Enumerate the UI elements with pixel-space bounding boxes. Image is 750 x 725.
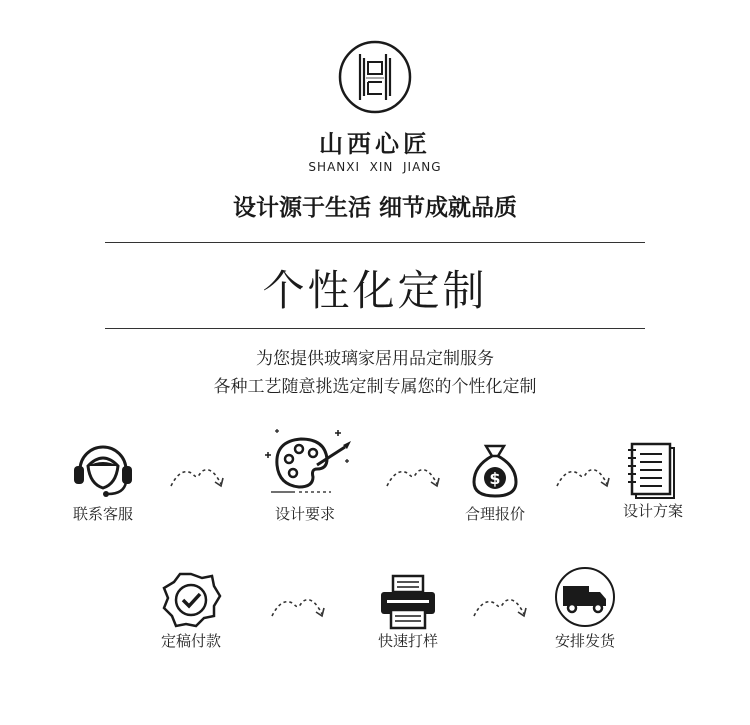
divider-top (105, 242, 645, 243)
brand-logo (338, 40, 412, 114)
printer-icon (373, 570, 443, 632)
brand-name-cn: 山西心匠 (319, 129, 431, 158)
step-label-shipping: 安排发货 (554, 632, 615, 650)
flow-arrow-icon (268, 592, 328, 622)
step-label-contact: 联系客服 (72, 505, 133, 523)
page-heading: 个性化定制 (262, 266, 488, 315)
flow-arrow-icon (383, 462, 443, 492)
flow-arrow-icon (553, 462, 613, 492)
brand-name-en: SHANXI XIN JIANG (308, 160, 442, 174)
description-line-2: 各种工艺随意挑选定制专属您的个性化定制 (213, 377, 537, 397)
flow-arrow-icon (470, 592, 530, 622)
flow-arrow-icon (167, 462, 227, 492)
svg-text:$: $ (489, 469, 501, 488)
step-label-payment: 定稿付款 (160, 632, 221, 650)
money-bag-icon (460, 440, 530, 502)
notebook-icon (618, 438, 688, 500)
step-label-design-request: 设计要求 (274, 505, 335, 523)
step-label-quote: 合理报价 (464, 505, 525, 523)
slogan: 设计源于生活 细节成就品质 (232, 195, 517, 221)
headset-icon (68, 440, 138, 502)
step-label-design-plan: 设计方案 (622, 502, 683, 520)
description-line-1: 为您提供玻璃家居用品定制服务 (256, 349, 494, 369)
approval-badge-icon (156, 570, 226, 632)
step-label-sample: 快速打样 (377, 632, 438, 650)
divider-bottom (105, 328, 645, 329)
palette-icon (255, 425, 355, 495)
delivery-truck-icon (550, 566, 620, 628)
